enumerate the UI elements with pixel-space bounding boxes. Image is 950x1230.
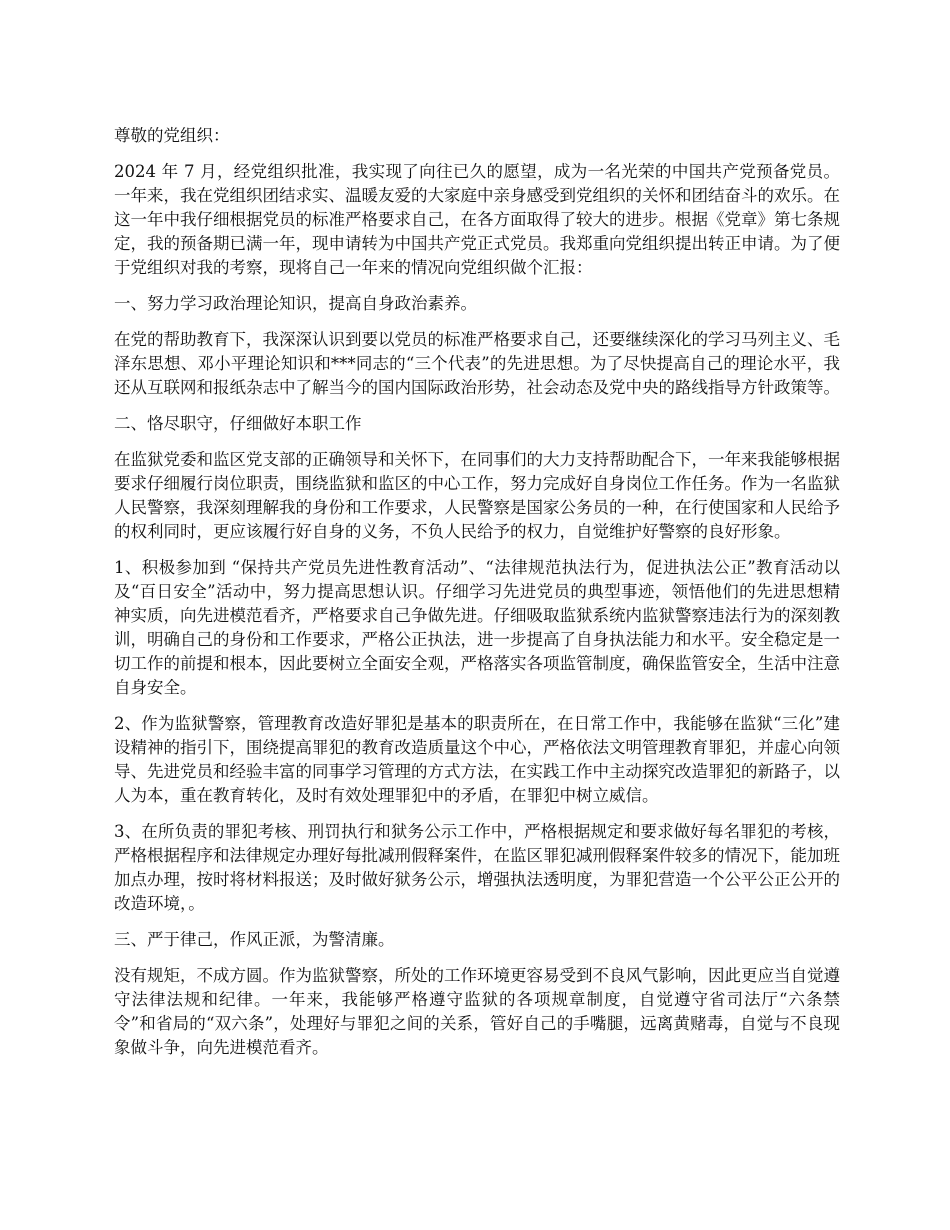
document-body: [114, 124, 840, 1072]
section-heading-2: 二、恪尽职守，仔细做好本职工作: [114, 414, 362, 433]
section-3-paragraph: 没有规矩，不成方圆。作为监狱警察，所处的工作环境更容易受到不良风气影响，因此更应当自觉遵守法律法规和纪律。一年来，我能够严格遵守监狱的各项规章制度，自觉遵守省司法厅“六条禁令”和省局的“双六条”，处理好与罪犯之间的关系，管好自己的手嘴腿，远离黄赌毒，自觉与不良现象做斗争，向先进模范看齐。: [114, 966, 840, 1057]
section-heading-1: 一、努力学习政治理论知识，提高自身政治素养。: [114, 294, 477, 313]
section-2-item-3: 3、在所负责的罪犯考核、刑罚执行和狱务公示工作中，严格根据规定和要求做好每名罪犯的考核，严格根据程序和法律规定办理好每批减刑假释案件，在监区罪犯减刑假释案件较多的情况下，能加班加点办理，按时将材料报送；及时做好狱务公示，增强执法透明度，为罪犯营造一个公平公正公开的改造环境，。: [114, 822, 840, 913]
section-2-item-2: 2、作为监狱警察，管理教育改造好罪犯是基本的职责所在，在日常工作中，我能够在监狱“三化”建设精神的指引下，围绕提高罪犯的教育改造质量这个中心，严格依法文明管理教育罪犯，并虚心向领导、先进党员和经验丰富的同事学习管理的方式方法，在实践工作中主动探究改造罪犯的新路子，以人为本，重在教育转化，及时有效处理罪犯中的矛盾，在罪犯中树立威信。: [114, 714, 840, 805]
intro-paragraph: 2024 年 7 月，经党组织批准，我实现了向往已久的愿望，成为一名光荣的中国共产党预备党员。一年来，我在党组织团结求实、温暖友爱的大家庭中亲身感受到党组织的关怀和团结奋斗的欢乐。在这一年中我仔细根据党员的标准严格要求自己，在各方面取得了较大的进步。根据《党章》第七条规定，我的预备期已满一年，现申请转为中国共产党正式党员。我郑重向党组织提出转正申请。为了便于党组织对我的考察，现将自己一年来的情况向党组织做个汇报：: [114, 162, 840, 277]
section-1-paragraph: 在党的帮助教育下，我深深认识到要以党员的标准严格要求自己，还要继续深化的学习马列主义、毛泽东思想、邓小平理论知识和***同志的“三个代表”的先进思想。为了尽快提高自己的理论水平，我还从互联网和报纸杂志中了解当今的国内国际政治形势，社会动态及党中央的路线指导方针政策等。: [114, 330, 840, 397]
section-2-item-1: 1、积极参加到 “保持共产党员先进性教育活动”、“法律规范执法行为，促进执法公正”教育活动以及“百日安全”活动中，努力提高思想认识。仔细学习先进党员的典型事迹，领悟他们的先进思想精神实质，向先进模范看齐，严格要求自己争做先进。仔细吸取监狱系统内监狱警察违法行为的深刻教训，明确自己的身份和工作要求，严格公正执法，进一步提高了自身执法能力和水平。安全稳定是一切工作的前提和根本，因此要树立全面安全观，严格落实各项监管制度，确保监管安全，生活中注意自身安全。: [114, 558, 840, 697]
section-2-paragraph: 在监狱党委和监区党支部的正确领导和关怀下，在同事们的大力支持帮助配合下，一年来我能够根据要求仔细履行岗位职责，围绕监狱和监区的中心工作，努力完成好自身岗位工作任务。作为一名监狱人民警察，我深刻理解我的身份和工作要求，人民警察是国家公务员的一种，在行使国家和人民给予的权利同时，更应该履行好自身的义务，不负人民给予的权力，自觉维护好警察的良好形象。: [114, 450, 840, 541]
section-heading-3: 三、严于律己，作风正派，为警清廉。: [114, 930, 395, 949]
salutation: 尊敬的党组织：: [114, 126, 230, 145]
